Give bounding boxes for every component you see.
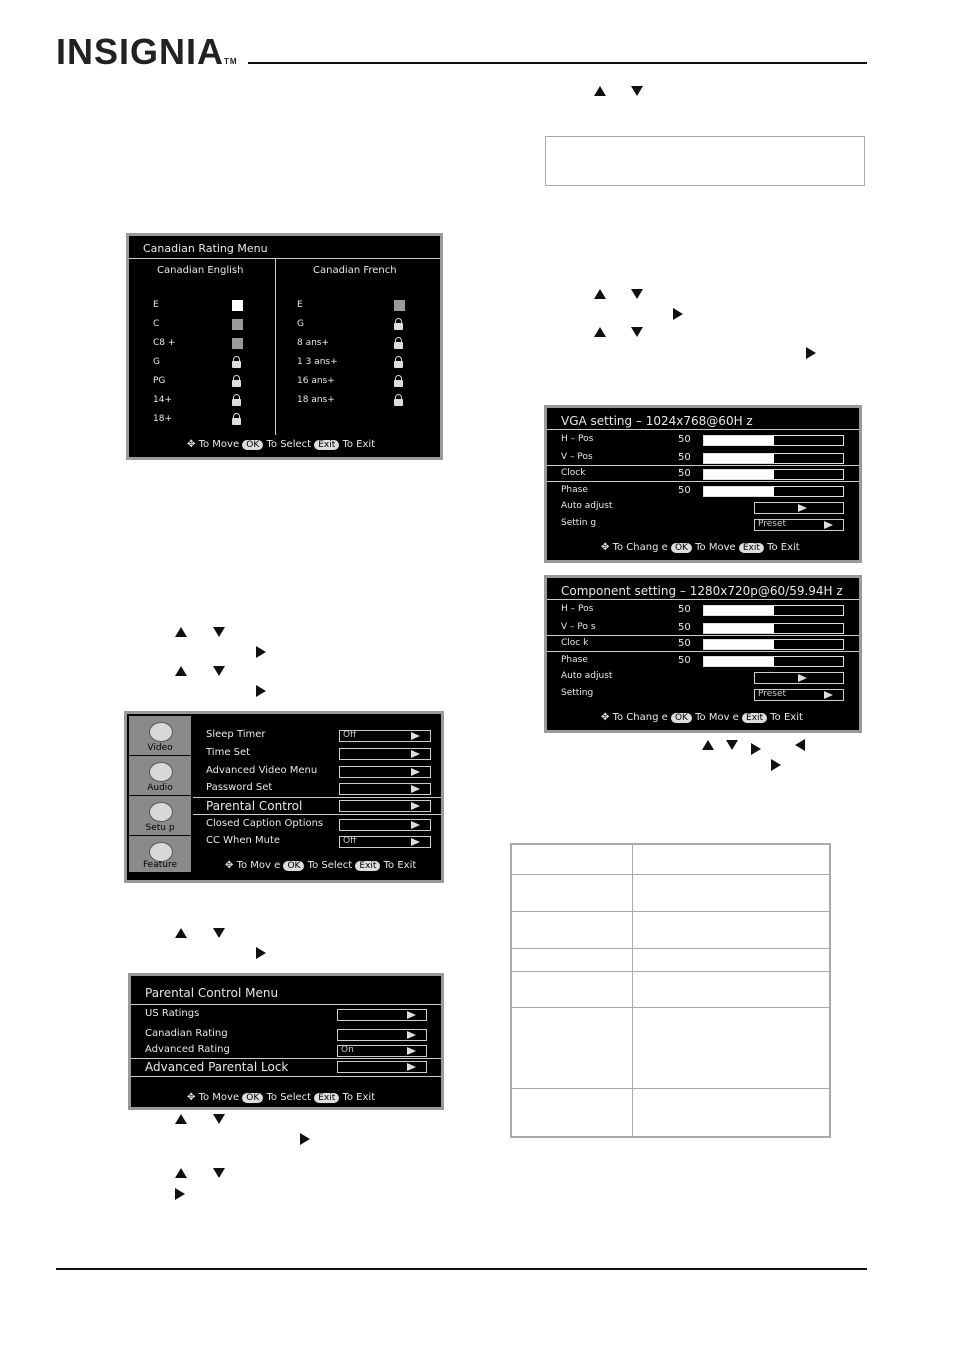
setting-value: 50 bbox=[678, 622, 691, 633]
rating-label: 1 3 ans+ bbox=[297, 357, 338, 367]
setting-slider[interactable] bbox=[703, 469, 844, 480]
lock-icon bbox=[232, 361, 241, 368]
right-arrow-icon bbox=[824, 521, 833, 529]
up-arrow-icon bbox=[175, 666, 187, 676]
right-arrow-icon bbox=[411, 750, 420, 758]
up-arrow-icon bbox=[594, 289, 606, 299]
exit-key-icon: Exit bbox=[355, 861, 380, 871]
move-icon: ✥ bbox=[601, 712, 610, 723]
rating-label: E bbox=[153, 300, 159, 310]
down-arrow-icon bbox=[631, 327, 643, 337]
insignia-logo: INSIGNIA™ bbox=[56, 31, 238, 72]
settings-table bbox=[510, 843, 831, 1138]
down-arrow-icon bbox=[213, 627, 225, 637]
tab-video[interactable] bbox=[129, 716, 191, 756]
up-arrow-icon bbox=[594, 86, 606, 96]
down-arrow-icon bbox=[631, 86, 643, 96]
menu-item-value[interactable] bbox=[337, 1009, 427, 1021]
right-arrow-icon bbox=[411, 802, 420, 810]
setting-label: H – Pos bbox=[561, 604, 594, 614]
preset-button[interactable] bbox=[754, 689, 844, 701]
slider-fill bbox=[704, 606, 774, 615]
rating-checkbox[interactable] bbox=[232, 338, 243, 349]
auto-adjust-label: Auto adjust bbox=[561, 671, 613, 681]
right-arrow-icon bbox=[256, 947, 266, 959]
ok-key-icon: OK bbox=[671, 543, 692, 553]
setting-value: 50 bbox=[678, 452, 691, 463]
left-arrow-icon bbox=[795, 739, 805, 751]
menu-item-label: Password Set bbox=[206, 782, 273, 793]
menu-item-label: Sleep Timer bbox=[206, 729, 266, 740]
setting-label: H – Pos bbox=[561, 434, 594, 444]
tab-feature[interactable] bbox=[129, 836, 191, 873]
right-arrow-icon bbox=[824, 691, 833, 699]
move-icon: ✥ bbox=[601, 542, 610, 553]
setting-slider[interactable] bbox=[703, 486, 844, 497]
menu-item-value[interactable] bbox=[339, 748, 431, 760]
down-arrow-icon bbox=[213, 666, 225, 676]
setting-slider[interactable] bbox=[703, 639, 844, 650]
rating-label: 16 ans+ bbox=[297, 376, 335, 386]
lock-icon bbox=[394, 323, 403, 330]
right-arrow-icon bbox=[798, 504, 807, 512]
move-icon: ✥ bbox=[187, 439, 196, 450]
menu-item-label: Advanced Video Menu bbox=[206, 765, 318, 776]
right-arrow-icon bbox=[256, 685, 266, 697]
menu-title: Parental Control Menu bbox=[145, 986, 279, 1000]
move-icon: ✥ bbox=[187, 1092, 196, 1103]
right-arrow-icon bbox=[798, 674, 807, 682]
exit-key-icon: Exit bbox=[739, 543, 764, 553]
setting-value: 50 bbox=[678, 434, 691, 445]
menu-item-label: Canadian Rating bbox=[145, 1028, 228, 1039]
slider-fill bbox=[704, 454, 774, 463]
menu-footer: ✥ To Chang e OK To Mov e Exit To Exit bbox=[601, 712, 803, 723]
up-arrow-icon bbox=[175, 928, 187, 938]
setting-label: V – Pos bbox=[561, 452, 593, 462]
right-arrow-icon bbox=[751, 743, 761, 755]
right-arrow-icon bbox=[411, 838, 420, 846]
rating-label: C bbox=[153, 319, 160, 329]
feature-icon bbox=[149, 842, 173, 862]
tab-setup[interactable] bbox=[129, 796, 191, 836]
rating-checkbox[interactable] bbox=[232, 319, 243, 330]
menu-item-label: CC When Mute bbox=[206, 835, 281, 846]
setup-icon bbox=[149, 802, 173, 822]
down-arrow-icon bbox=[213, 1114, 225, 1124]
ok-key-icon: OK bbox=[671, 713, 692, 723]
slider-fill bbox=[704, 436, 774, 445]
setting-value: 50 bbox=[678, 485, 691, 496]
setting-value: 50 bbox=[678, 638, 691, 649]
right-arrow-icon bbox=[407, 1031, 416, 1039]
menu-item-value[interactable] bbox=[337, 1061, 427, 1073]
footer-rule bbox=[56, 1268, 867, 1270]
up-arrow-icon bbox=[175, 627, 187, 637]
value-label: On bbox=[341, 1045, 354, 1055]
down-arrow-icon bbox=[631, 289, 643, 299]
menu-footer: ✥ To Move OK To Select Exit To Exit bbox=[187, 1092, 376, 1103]
setting-label: V – Po s bbox=[561, 622, 596, 632]
menu-item-value[interactable] bbox=[339, 819, 431, 831]
value-label: Off bbox=[343, 730, 357, 740]
auto-adjust-button[interactable] bbox=[754, 502, 844, 514]
note-box bbox=[545, 136, 865, 186]
rating-label: 18 ans+ bbox=[297, 395, 335, 405]
feature-menu bbox=[124, 711, 444, 883]
tab-label: Audio bbox=[147, 783, 173, 793]
rating-label: C8 + bbox=[153, 338, 176, 348]
slider-fill bbox=[704, 657, 774, 666]
menu-footer: ✥ To Chang e OK To Move Exit To Exit bbox=[601, 542, 800, 553]
rating-label: G bbox=[153, 357, 160, 367]
down-arrow-icon bbox=[726, 740, 738, 750]
video-icon bbox=[149, 722, 173, 742]
component-setting-menu bbox=[544, 575, 862, 733]
auto-adjust-label: Auto adjust bbox=[561, 501, 613, 511]
right-arrow-icon bbox=[300, 1133, 310, 1145]
menu-item-label: US Ratings bbox=[145, 1008, 200, 1019]
value-label: Off bbox=[343, 836, 357, 846]
exit-key-icon: Exit bbox=[314, 1093, 339, 1103]
menu-footer: ✥ To Mov e OK To Select Exit To Exit bbox=[225, 860, 417, 871]
setting-label: Setting bbox=[561, 688, 594, 698]
rating-checkbox[interactable] bbox=[232, 300, 243, 311]
menu-item-value[interactable] bbox=[337, 1029, 427, 1041]
parental-control-menu bbox=[128, 973, 444, 1110]
menu-item-label: Advanced Parental Lock bbox=[145, 1060, 289, 1074]
slider-fill bbox=[704, 487, 774, 496]
menu-title: VGA setting – 1024x768@60H z bbox=[561, 414, 753, 428]
right-arrow-icon bbox=[806, 347, 816, 359]
right-arrow-icon bbox=[256, 646, 266, 658]
setting-label: Cloc k bbox=[561, 638, 589, 648]
up-arrow-icon bbox=[175, 1114, 187, 1124]
canadian-rating-menu bbox=[126, 233, 443, 460]
menu-title: Component setting – 1280x720p@60/59.94H z bbox=[561, 584, 843, 598]
right-arrow-icon bbox=[411, 785, 420, 793]
right-arrow-icon bbox=[771, 759, 781, 771]
right-arrow-icon bbox=[411, 821, 420, 829]
menu-item-value[interactable] bbox=[339, 800, 431, 812]
setting-label: Settin g bbox=[561, 518, 597, 528]
setting-slider[interactable] bbox=[703, 605, 844, 616]
right-arrow-icon bbox=[407, 1011, 416, 1019]
menu-item-label: Closed Caption Options bbox=[206, 818, 324, 829]
header-rule bbox=[248, 62, 867, 64]
exit-key-icon: Exit bbox=[314, 440, 339, 450]
rating-label: E bbox=[297, 300, 303, 310]
french-header: Canadian French bbox=[313, 265, 397, 276]
lock-icon bbox=[394, 380, 403, 387]
rating-label: PG bbox=[153, 376, 166, 386]
preset-label: Preset bbox=[758, 689, 787, 699]
menu-item-label: Advanced Rating bbox=[145, 1044, 230, 1055]
down-arrow-icon bbox=[213, 928, 225, 938]
right-arrow-icon bbox=[673, 308, 683, 320]
setting-label: Phase bbox=[561, 485, 588, 495]
menu-item-label: Time Set bbox=[206, 747, 251, 758]
setting-label: Clock bbox=[561, 468, 586, 478]
menu-item-label: Parental Control bbox=[206, 799, 303, 813]
up-arrow-icon bbox=[594, 327, 606, 337]
setting-value: 50 bbox=[678, 655, 691, 666]
slider-fill bbox=[704, 470, 774, 479]
vga-setting-menu bbox=[544, 405, 862, 563]
move-icon: ✥ bbox=[225, 860, 234, 871]
slider-fill bbox=[704, 640, 774, 649]
setting-slider[interactable] bbox=[703, 656, 844, 667]
rating-label: 14+ bbox=[153, 395, 172, 405]
audio-icon bbox=[149, 762, 173, 782]
right-arrow-icon bbox=[175, 1188, 185, 1200]
rating-label: G bbox=[297, 319, 304, 329]
ok-key-icon: OK bbox=[242, 1093, 263, 1103]
auto-adjust-button[interactable] bbox=[754, 672, 844, 684]
ok-key-icon: OK bbox=[242, 440, 263, 450]
menu-item-value[interactable] bbox=[339, 766, 431, 778]
setting-label: Phase bbox=[561, 655, 588, 665]
right-arrow-icon bbox=[407, 1047, 416, 1055]
right-arrow-icon bbox=[411, 768, 420, 776]
setting-slider[interactable] bbox=[703, 453, 844, 464]
right-arrow-icon bbox=[407, 1063, 416, 1071]
menu-item-value[interactable] bbox=[339, 836, 431, 848]
preset-button[interactable] bbox=[754, 519, 844, 531]
lock-icon bbox=[232, 418, 241, 425]
setting-value: 50 bbox=[678, 468, 691, 479]
menu-item-value[interactable] bbox=[339, 730, 431, 742]
exit-key-icon: Exit bbox=[742, 713, 767, 723]
english-header: Canadian English bbox=[157, 265, 244, 276]
down-arrow-icon bbox=[213, 1168, 225, 1178]
slider-fill bbox=[704, 624, 774, 633]
tab-label: Video bbox=[147, 743, 173, 753]
tab-label: Feature bbox=[142, 860, 177, 870]
menu-footer: ✥ To Move OK To Select Exit To Exit bbox=[187, 439, 376, 450]
lock-icon bbox=[394, 361, 403, 368]
ok-key-icon: OK bbox=[283, 861, 304, 871]
preset-label: Preset bbox=[758, 519, 787, 529]
lock-icon bbox=[232, 399, 241, 406]
menu-item-value[interactable] bbox=[337, 1045, 427, 1057]
menu-title: Canadian Rating Menu bbox=[143, 242, 268, 255]
lock-icon bbox=[394, 342, 403, 349]
up-arrow-icon bbox=[702, 740, 714, 750]
tab-label: Setu p bbox=[145, 823, 175, 833]
rating-checkbox[interactable] bbox=[394, 300, 405, 311]
setting-slider[interactable] bbox=[703, 435, 844, 446]
setting-slider[interactable] bbox=[703, 623, 844, 634]
setting-value: 50 bbox=[678, 604, 691, 615]
tab-audio[interactable] bbox=[129, 756, 191, 796]
menu-item-value[interactable] bbox=[339, 783, 431, 795]
lock-icon bbox=[232, 380, 241, 387]
lock-icon bbox=[394, 399, 403, 406]
up-arrow-icon bbox=[175, 1168, 187, 1178]
right-arrow-icon bbox=[411, 732, 420, 740]
rating-label: 8 ans+ bbox=[297, 338, 330, 348]
rating-label: 18+ bbox=[153, 414, 172, 424]
